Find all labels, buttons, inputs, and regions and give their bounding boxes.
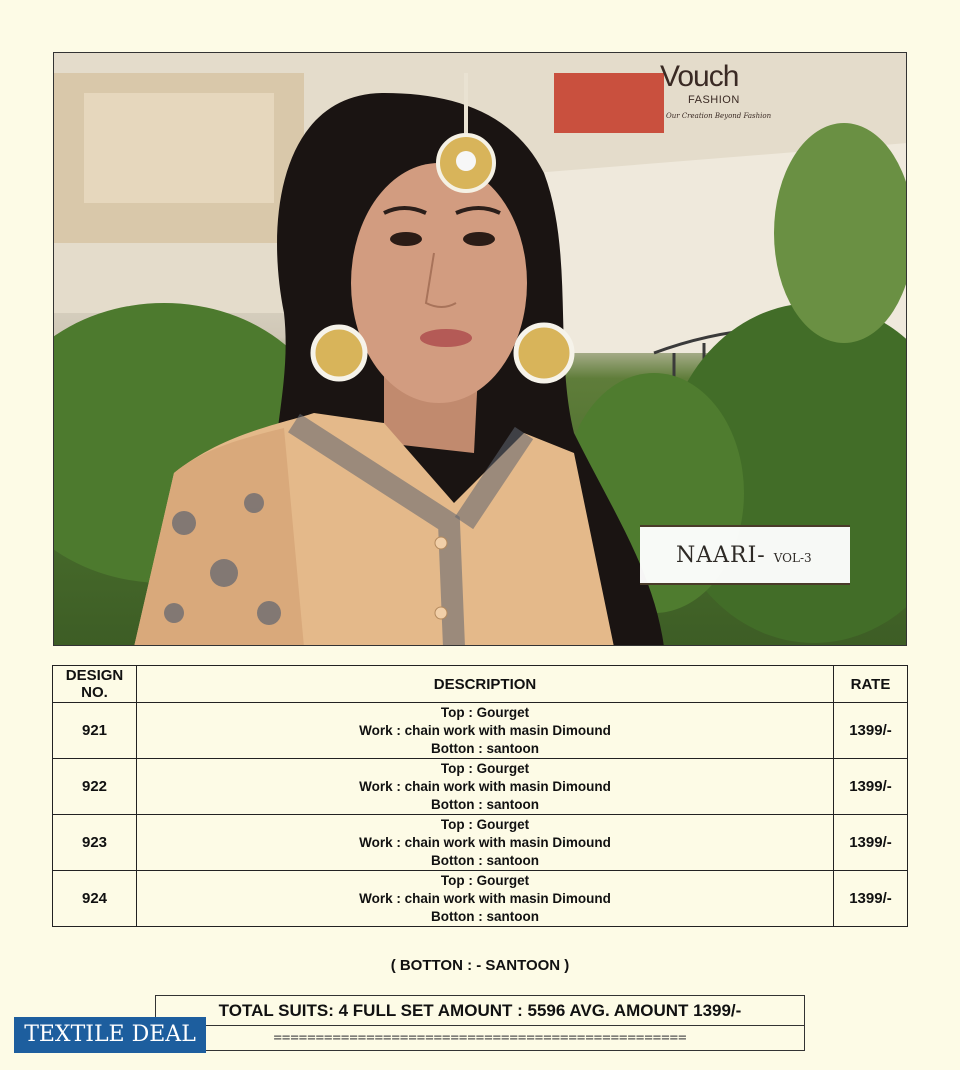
description-cell: [137, 815, 834, 871]
desc-work: Work : chain work with masin Dimound: [359, 778, 611, 794]
catalog-name: NAARI-: [676, 543, 766, 568]
design-no: 922: [53, 759, 137, 815]
rate-cell: 1399/-: [834, 871, 908, 927]
description-cell: [137, 871, 834, 927]
textile-deal-badge: TEXTILE DEAL: [14, 1017, 206, 1053]
design-no: 923: [53, 815, 137, 871]
totals-divider: =================================================: [273, 1030, 687, 1046]
design-no: 924: [53, 871, 137, 927]
rate-cell: 1399/-: [834, 815, 908, 871]
desc-work: Work : chain work with masin Dimound: [359, 722, 611, 738]
desc-botton: Botton : santoon: [431, 908, 539, 924]
brand-logo: [660, 60, 840, 140]
table-row: [53, 703, 908, 759]
desc-top: Top : Gourget: [440, 872, 530, 888]
totals-box: [155, 995, 805, 1051]
table-header-row: [53, 666, 908, 703]
table-row: [53, 871, 908, 927]
botton-note: ( BOTTON : - SANTOON ): [390, 957, 570, 974]
totals-line: TOTAL SUITS: 4 FULL SET AMOUNT : 5596 AVG. AMOUNT 1399/-: [156, 996, 804, 1026]
catalog-volume: VOL-3: [773, 551, 812, 565]
design-table: [52, 665, 908, 927]
rate-cell: 1399/-: [834, 703, 908, 759]
desc-botton: Botton : santoon: [431, 740, 539, 756]
description-cell: [137, 703, 834, 759]
header-design-no: DESIGN NO.: [53, 666, 137, 703]
catalog-title: [676, 543, 812, 568]
logo-tagline: Our Creation Beyond Fashion: [666, 112, 772, 120]
header-description: DESCRIPTION: [137, 666, 834, 703]
logo-sub: FASHION: [688, 94, 740, 106]
desc-botton: Botton : santoon: [431, 796, 539, 812]
desc-top: Top : Gourget: [440, 704, 530, 720]
rate-cell: 1399/-: [834, 759, 908, 815]
description-cell: [137, 759, 834, 815]
desc-top: Top : Gourget: [440, 816, 530, 832]
desc-botton: Botton : santoon: [431, 852, 539, 868]
desc-work: Work : chain work with masin Dimound: [359, 890, 611, 906]
header-rate: RATE: [834, 666, 908, 703]
table-row: [53, 815, 908, 871]
desc-top: Top : Gourget: [440, 760, 530, 776]
catalog-title-box: [640, 525, 850, 585]
desc-work: Work : chain work with masin Dimound: [359, 834, 611, 850]
logo-name: Vouch: [660, 60, 739, 93]
table-row: [53, 759, 908, 815]
design-no: 921: [53, 703, 137, 759]
